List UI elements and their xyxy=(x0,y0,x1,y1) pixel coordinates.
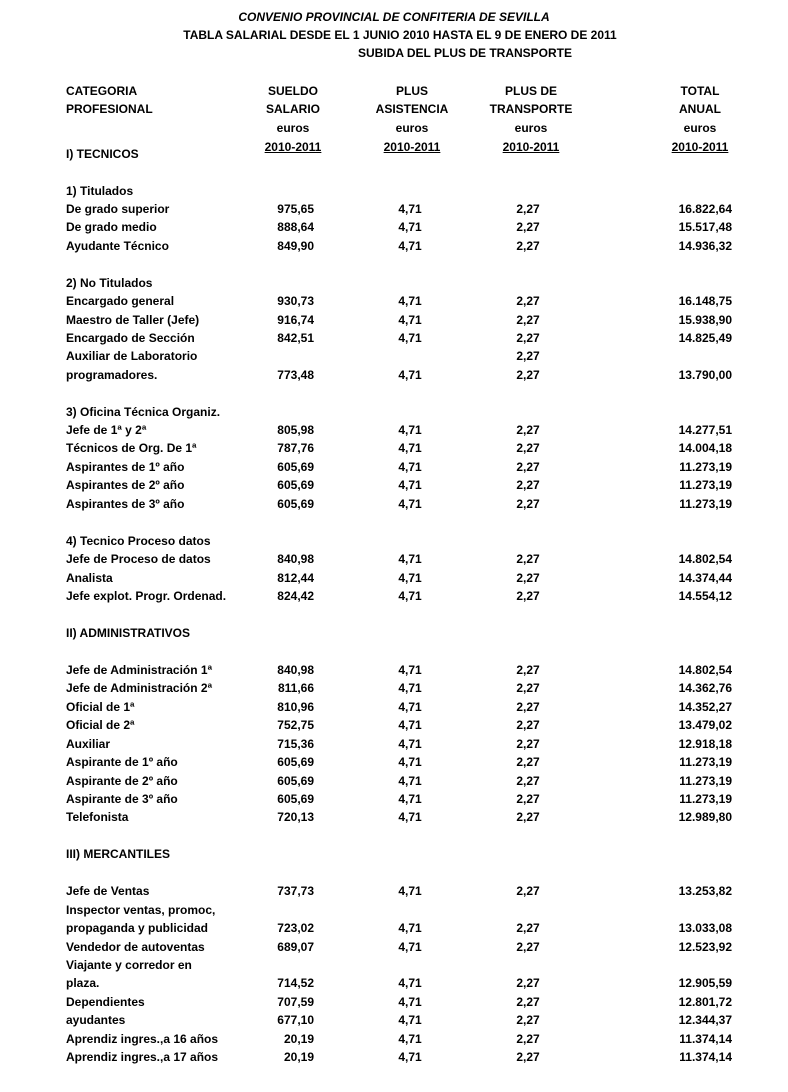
sueldo-value: 715,36 xyxy=(277,737,314,751)
category-label: ayudantes xyxy=(66,1013,126,1027)
asistencia-value: 4,71 xyxy=(398,220,422,234)
transporte-value: 2,27 xyxy=(516,460,540,474)
asistencia-value: 4,71 xyxy=(398,774,422,788)
transporte-value: 2,27 xyxy=(516,718,540,732)
sueldo-value: 605,69 xyxy=(277,497,314,511)
asistencia-value: 4,71 xyxy=(398,460,422,474)
transporte-value: 2,27 xyxy=(516,1050,540,1064)
category-label: Ayudante Técnico xyxy=(66,239,169,253)
transporte-value: 2,27 xyxy=(516,681,540,695)
asistencia-value: 4,71 xyxy=(398,792,422,806)
sueldo-value: 787,76 xyxy=(277,441,314,455)
asistencia-value: 4,71 xyxy=(398,571,422,585)
header-transporte: TRANSPORTE xyxy=(489,102,573,116)
category-label: programadores. xyxy=(66,368,158,382)
category-label: Telefonista xyxy=(66,810,129,824)
sueldo-value: 824,42 xyxy=(277,589,314,603)
asistencia-value: 4,71 xyxy=(398,810,422,824)
asistencia-value: 4,71 xyxy=(398,478,422,492)
sueldo-value: 805,98 xyxy=(277,423,314,437)
total-value: 14.802,54 xyxy=(678,552,732,566)
category-label: De grado medio xyxy=(66,220,157,234)
asistencia-value: 4,71 xyxy=(398,737,422,751)
total-value: 13.253,82 xyxy=(678,884,732,898)
category-label: propaganda y publicidad xyxy=(66,921,209,935)
transporte-value: 2,27 xyxy=(516,220,540,234)
category-label: Aprendiz ingres.,a 17 años xyxy=(66,1050,219,1064)
section-heading: 3) Oficina Técnica Organiz. xyxy=(66,405,221,419)
transporte-value: 2,27 xyxy=(516,294,540,308)
sueldo-value: 975,65 xyxy=(277,202,314,216)
asistencia-value: 4,71 xyxy=(398,313,422,327)
sueldo-value: 840,98 xyxy=(277,663,314,677)
header-profesional: PROFESIONAL xyxy=(66,102,153,116)
total-value: 14.004,18 xyxy=(678,441,732,455)
transporte-value: 2,27 xyxy=(516,497,540,511)
category-label: Jefe de Proceso de datos xyxy=(66,552,211,566)
section-heading: 2) No Titulados xyxy=(66,276,153,290)
header-total-units: euros xyxy=(683,121,717,135)
asistencia-value: 4,71 xyxy=(398,995,422,1009)
asistencia-value: 4,71 xyxy=(398,940,422,954)
transporte-value: 2,27 xyxy=(516,349,540,363)
sueldo-value: 811,66 xyxy=(277,681,314,695)
sueldo-value: 737,73 xyxy=(277,884,314,898)
sueldo-value: 723,02 xyxy=(277,921,314,935)
transporte-value: 2,27 xyxy=(516,331,540,345)
category-label: Aspirantes de 1º año xyxy=(66,460,185,474)
transporte-value: 2,27 xyxy=(516,774,540,788)
transporte-value: 2,27 xyxy=(516,202,540,216)
category-label: Inspector ventas, promoc, xyxy=(66,903,216,917)
category-label: Jefe de 1ª y 2ª xyxy=(66,423,147,437)
asistencia-value: 4,71 xyxy=(398,663,422,677)
transporte-value: 2,27 xyxy=(516,884,540,898)
total-value: 11.273,19 xyxy=(679,497,732,511)
asistencia-value: 4,71 xyxy=(398,202,422,216)
transporte-value: 2,27 xyxy=(516,810,540,824)
header-sueldo-units: euros xyxy=(276,121,310,135)
total-value: 14.362,76 xyxy=(678,681,732,695)
transporte-value: 2,27 xyxy=(516,478,540,492)
header-transporte-period: 2010-2011 xyxy=(502,140,560,154)
category-label: Auxiliar xyxy=(66,737,111,751)
asistencia-value: 4,71 xyxy=(398,294,422,308)
header-asistencia-units: euros xyxy=(395,121,429,135)
asistencia-value: 4,71 xyxy=(398,755,422,769)
transporte-value: 2,27 xyxy=(516,1032,540,1046)
total-value: 11.374,14 xyxy=(679,1032,732,1046)
sueldo-value: 605,69 xyxy=(277,460,314,474)
transporte-value: 2,27 xyxy=(516,663,540,677)
sueldo-value: 605,69 xyxy=(277,792,314,806)
asistencia-value: 4,71 xyxy=(398,700,422,714)
document-subtitle: TABLA SALARIAL DESDE EL 1 JUNIO 2010 HASTA EL 9 DE ENERO DE 2011 xyxy=(183,28,617,42)
sueldo-value: 720,13 xyxy=(277,810,314,824)
total-value: 12.918,18 xyxy=(678,737,732,751)
section-heading: I) TECNICOS xyxy=(66,147,139,161)
category-label: Jefe de Administración 1ª xyxy=(66,663,213,677)
asistencia-value: 4,71 xyxy=(398,718,422,732)
transporte-value: 2,27 xyxy=(516,921,540,935)
category-label: plaza. xyxy=(66,976,100,990)
sueldo-value: 20,19 xyxy=(283,1050,314,1064)
asistencia-value: 4,71 xyxy=(398,1013,422,1027)
category-label: Aspirantes de 2º año xyxy=(66,478,185,492)
sueldo-value: 752,75 xyxy=(277,718,314,732)
sueldo-value: 930,73 xyxy=(277,294,314,308)
total-value: 14.802,54 xyxy=(678,663,732,677)
transporte-value: 2,27 xyxy=(516,589,540,603)
total-value: 12.801,72 xyxy=(678,995,732,1009)
total-value: 11.273,19 xyxy=(679,755,732,769)
total-value: 14.554,12 xyxy=(678,589,732,603)
category-label: Aspirante de 1º año xyxy=(66,755,178,769)
section-heading: III) MERCANTILES xyxy=(66,847,170,861)
total-value: 12.523,92 xyxy=(678,940,732,954)
total-value: 14.352,27 xyxy=(678,700,732,714)
asistencia-value: 4,71 xyxy=(398,884,422,898)
sueldo-value: 20,19 xyxy=(283,1032,314,1046)
header-sueldo-period: 2010-2011 xyxy=(264,140,322,154)
total-value: 11.273,19 xyxy=(679,774,732,788)
asistencia-value: 4,71 xyxy=(398,976,422,990)
section-heading: 1) Titulados xyxy=(66,184,134,198)
sueldo-value: 842,51 xyxy=(277,331,314,345)
total-value: 15.517,48 xyxy=(678,220,732,234)
asistencia-value: 4,71 xyxy=(398,921,422,935)
total-value: 13.479,02 xyxy=(678,718,732,732)
asistencia-value: 4,71 xyxy=(398,331,422,345)
total-value: 11.273,19 xyxy=(679,460,732,474)
header-plus: PLUS xyxy=(395,84,428,98)
total-value: 16.822,64 xyxy=(678,202,732,216)
sueldo-value: 810,96 xyxy=(277,700,314,714)
category-label: Aspirantes de 3º año xyxy=(66,497,185,511)
category-label: Vendedor de autoventas xyxy=(66,940,205,954)
category-label: Jefe de Administración 2ª xyxy=(66,681,213,695)
asistencia-value: 4,71 xyxy=(398,423,422,437)
asistencia-value: 4,71 xyxy=(398,441,422,455)
asistencia-value: 4,71 xyxy=(398,1032,422,1046)
category-label: Aspirante de 3º año xyxy=(66,792,178,806)
sueldo-value: 840,98 xyxy=(277,552,314,566)
category-label: Jefe de Ventas xyxy=(66,884,150,898)
asistencia-value: 4,71 xyxy=(398,552,422,566)
total-value: 14.936,32 xyxy=(678,239,732,253)
asistencia-value: 4,71 xyxy=(398,681,422,695)
category-label: Técnicos de Org. De 1ª xyxy=(66,441,197,455)
section-heading: II) ADMINISTRATIVOS xyxy=(66,626,190,640)
sueldo-value: 849,90 xyxy=(277,239,314,253)
transporte-value: 2,27 xyxy=(516,792,540,806)
category-label: Maestro de Taller (Jefe) xyxy=(66,313,200,327)
total-value: 16.148,75 xyxy=(678,294,732,308)
transporte-value: 2,27 xyxy=(516,441,540,455)
header-asistencia-period: 2010-2011 xyxy=(383,140,441,154)
transporte-value: 2,27 xyxy=(516,700,540,714)
sueldo-value: 605,69 xyxy=(277,774,314,788)
asistencia-value: 4,71 xyxy=(398,497,422,511)
sueldo-value: 888,64 xyxy=(277,220,314,234)
total-value: 14.277,51 xyxy=(678,423,732,437)
sueldo-value: 689,07 xyxy=(277,940,314,954)
header-categoria: CATEGORIA xyxy=(66,84,138,98)
header-anual: ANUAL xyxy=(679,102,721,116)
category-label: Jefe explot. Progr. Ordenad. xyxy=(66,589,227,603)
category-label: Encargado general xyxy=(66,294,175,308)
transporte-value: 2,27 xyxy=(516,940,540,954)
sueldo-value: 916,74 xyxy=(277,313,314,327)
section-heading: 4) Tecnico Proceso datos xyxy=(66,534,211,548)
category-label: Encargado de Sección xyxy=(66,331,195,345)
category-label: Oficial de 2ª xyxy=(66,718,135,732)
transporte-value: 2,27 xyxy=(516,737,540,751)
sueldo-value: 812,44 xyxy=(277,571,314,585)
header-salario: SALARIO xyxy=(266,102,320,116)
header-plus-de: PLUS DE xyxy=(504,84,557,98)
asistencia-value: 4,71 xyxy=(398,239,422,253)
total-value: 12.905,59 xyxy=(678,976,732,990)
total-value: 12.989,80 xyxy=(678,810,732,824)
total-value: 13.033,08 xyxy=(678,921,732,935)
transporte-value: 2,27 xyxy=(516,239,540,253)
sueldo-value: 677,10 xyxy=(277,1013,314,1027)
header-total: TOTAL xyxy=(680,84,720,98)
transporte-value: 2,27 xyxy=(516,552,540,566)
total-value: 11.374,14 xyxy=(679,1050,732,1064)
transporte-value: 2,27 xyxy=(516,755,540,769)
total-value: 14.825,49 xyxy=(678,331,732,345)
sueldo-value: 605,69 xyxy=(277,478,314,492)
category-label: Analista xyxy=(66,571,113,585)
asistencia-value: 4,71 xyxy=(398,368,422,382)
transporte-value: 2,27 xyxy=(516,368,540,382)
transporte-value: 2,27 xyxy=(516,995,540,1009)
transporte-value: 2,27 xyxy=(516,423,540,437)
total-value: 12.344,37 xyxy=(678,1013,732,1027)
header-asistencia: ASISTENCIA xyxy=(375,102,449,116)
sueldo-value: 707,59 xyxy=(277,995,314,1009)
category-label: De grado superior xyxy=(66,202,170,216)
asistencia-value: 4,71 xyxy=(398,589,422,603)
total-value: 15.938,90 xyxy=(678,313,732,327)
transporte-value: 2,27 xyxy=(516,571,540,585)
sueldo-value: 714,52 xyxy=(277,976,314,990)
asistencia-value: 4,71 xyxy=(398,1050,422,1064)
sueldo-value: 773,48 xyxy=(277,368,314,382)
total-value: 13.790,00 xyxy=(678,368,732,382)
sueldo-value: 605,69 xyxy=(277,755,314,769)
header-transporte-units: euros xyxy=(514,121,548,135)
document-note: SUBIDA DEL PLUS DE TRANSPORTE xyxy=(357,46,573,60)
category-label: Auxiliar de Laboratorio xyxy=(66,349,198,363)
total-value: 14.374,44 xyxy=(678,571,732,585)
header-sueldo: SUELDO xyxy=(267,84,318,98)
category-label: Viajante y corredor en xyxy=(66,958,192,972)
category-label: Dependientes xyxy=(66,995,145,1009)
total-value: 11.273,19 xyxy=(679,478,732,492)
category-label: Oficial de 1ª xyxy=(66,700,135,714)
transporte-value: 2,27 xyxy=(516,976,540,990)
transporte-value: 2,27 xyxy=(516,1013,540,1027)
total-value: 11.273,19 xyxy=(679,792,732,806)
category-label: Aspirante de 2º año xyxy=(66,774,178,788)
transporte-value: 2,27 xyxy=(516,313,540,327)
header-total-period: 2010-2011 xyxy=(671,140,729,154)
category-label: Aprendiz ingres.,a 16 años xyxy=(66,1032,219,1046)
document-title: CONVENIO PROVINCIAL DE CONFITERIA DE SEVILLA xyxy=(238,10,550,24)
